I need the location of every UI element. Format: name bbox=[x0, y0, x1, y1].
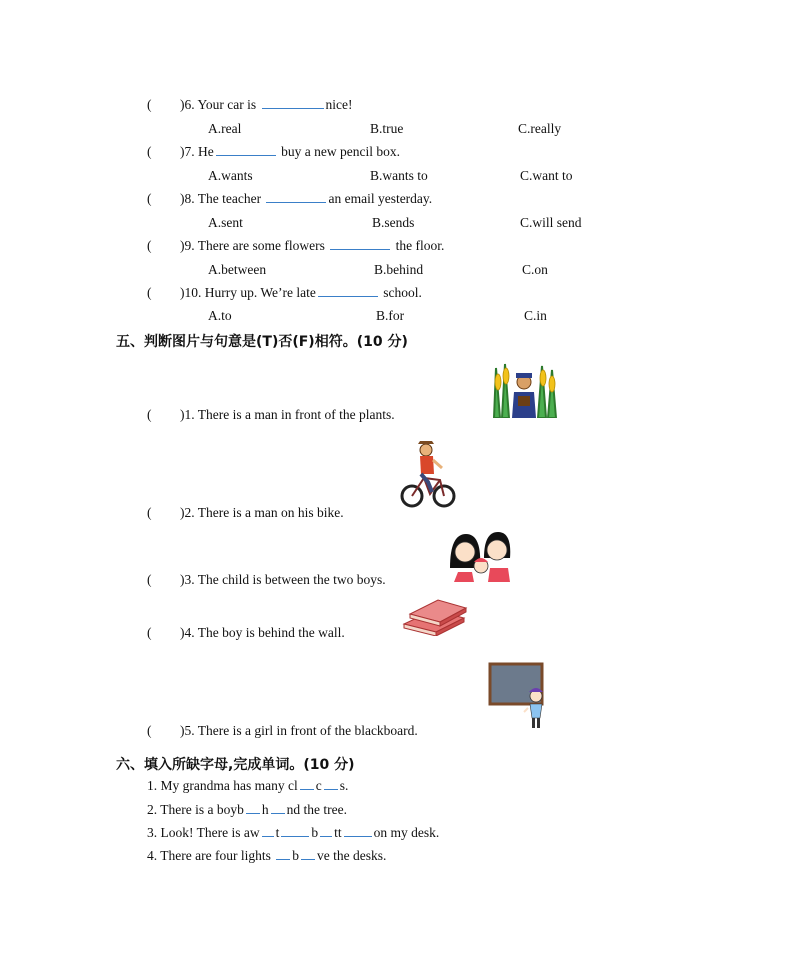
tf-statement-2: )2. There is a man on his bike. bbox=[180, 505, 344, 520]
letter-blank[interactable] bbox=[324, 788, 338, 790]
red-books-picture bbox=[400, 596, 468, 636]
tf-statement-5: )5. There is a girl in front of the blackboard. bbox=[180, 723, 418, 738]
letter-blank[interactable] bbox=[262, 835, 274, 837]
option-c: C.really bbox=[518, 121, 562, 136]
answer-paren[interactable]: ( bbox=[147, 572, 152, 587]
man-riding-bike-picture bbox=[400, 436, 458, 514]
question-text: )9. There are some flowers the floor. bbox=[180, 238, 445, 253]
man-in-corn-field-picture bbox=[490, 360, 558, 418]
option-c: C.on bbox=[522, 262, 548, 277]
letter-blank[interactable] bbox=[301, 858, 315, 860]
letter-blank[interactable] bbox=[344, 835, 372, 837]
option-a: A.sent bbox=[208, 215, 243, 230]
option-b: B.wants to bbox=[370, 168, 428, 183]
answer-paren[interactable]: ( bbox=[147, 97, 152, 112]
letter-blank[interactable] bbox=[246, 812, 260, 814]
tf-statement-3: )3. The child is between the two boys. bbox=[180, 572, 386, 587]
question-text: )6. Your car is nice! bbox=[180, 97, 353, 112]
fill-letters-line-2: 2. There is a boyb h nd the tree. bbox=[147, 802, 347, 817]
fill-letters-line-3: 3. Look! There is aw t b tt on my desk. bbox=[147, 825, 440, 840]
answer-paren[interactable]: ( bbox=[147, 723, 152, 738]
option-c: C.will send bbox=[520, 215, 582, 230]
question-text: )7. He buy a new pencil box. bbox=[180, 144, 400, 159]
answer-blank[interactable] bbox=[266, 201, 326, 203]
question-text: )8. The teacher an email yesterday. bbox=[180, 191, 433, 206]
section-6-heading: 六、填入所缺字母,完成单词。(10 分) bbox=[116, 757, 355, 773]
answer-paren[interactable]: ( bbox=[147, 285, 152, 300]
option-c: C.want to bbox=[520, 168, 573, 183]
answer-blank[interactable] bbox=[262, 107, 324, 109]
answer-blank[interactable] bbox=[330, 248, 390, 250]
answer-paren[interactable]: ( bbox=[147, 144, 152, 159]
option-c: C.in bbox=[524, 308, 547, 323]
option-b: B.sends bbox=[372, 215, 415, 230]
option-b: B.true bbox=[370, 121, 404, 136]
letter-blank[interactable] bbox=[271, 812, 285, 814]
section-5-heading: 五、判断图片与句意是(T)否(F)相符。(10 分) bbox=[116, 334, 408, 350]
option-a: A.wants bbox=[208, 168, 253, 183]
option-a: A.between bbox=[208, 262, 267, 277]
answer-paren[interactable]: ( bbox=[147, 191, 152, 206]
tf-statement-1: )1. There is a man in front of the plants. bbox=[180, 407, 395, 422]
girl-at-blackboard-picture bbox=[488, 662, 550, 732]
answer-paren[interactable]: ( bbox=[147, 238, 152, 253]
fill-letters-line-1: 1. My grandma has many cl c s. bbox=[147, 778, 349, 793]
question-text: )10. Hurry up. We’re late school. bbox=[180, 285, 422, 300]
letter-blank[interactable] bbox=[276, 858, 290, 860]
family-faces-picture bbox=[446, 528, 514, 582]
tf-statement-4: )4. The boy is behind the wall. bbox=[180, 625, 345, 640]
option-a: A.to bbox=[208, 308, 232, 323]
option-b: B.behind bbox=[374, 262, 424, 277]
option-a: A.real bbox=[208, 121, 242, 136]
fill-letters-line-4: 4. There are four lights b ve the desks. bbox=[147, 848, 387, 863]
letter-blank[interactable] bbox=[300, 788, 314, 790]
option-b: B.for bbox=[376, 308, 405, 323]
answer-blank[interactable] bbox=[318, 295, 378, 297]
answer-blank[interactable] bbox=[216, 154, 276, 156]
answer-paren[interactable]: ( bbox=[147, 625, 152, 640]
answer-paren[interactable]: ( bbox=[147, 407, 152, 422]
letter-blank[interactable] bbox=[320, 835, 332, 837]
answer-paren[interactable]: ( bbox=[147, 505, 152, 520]
letter-blank[interactable] bbox=[281, 835, 309, 837]
